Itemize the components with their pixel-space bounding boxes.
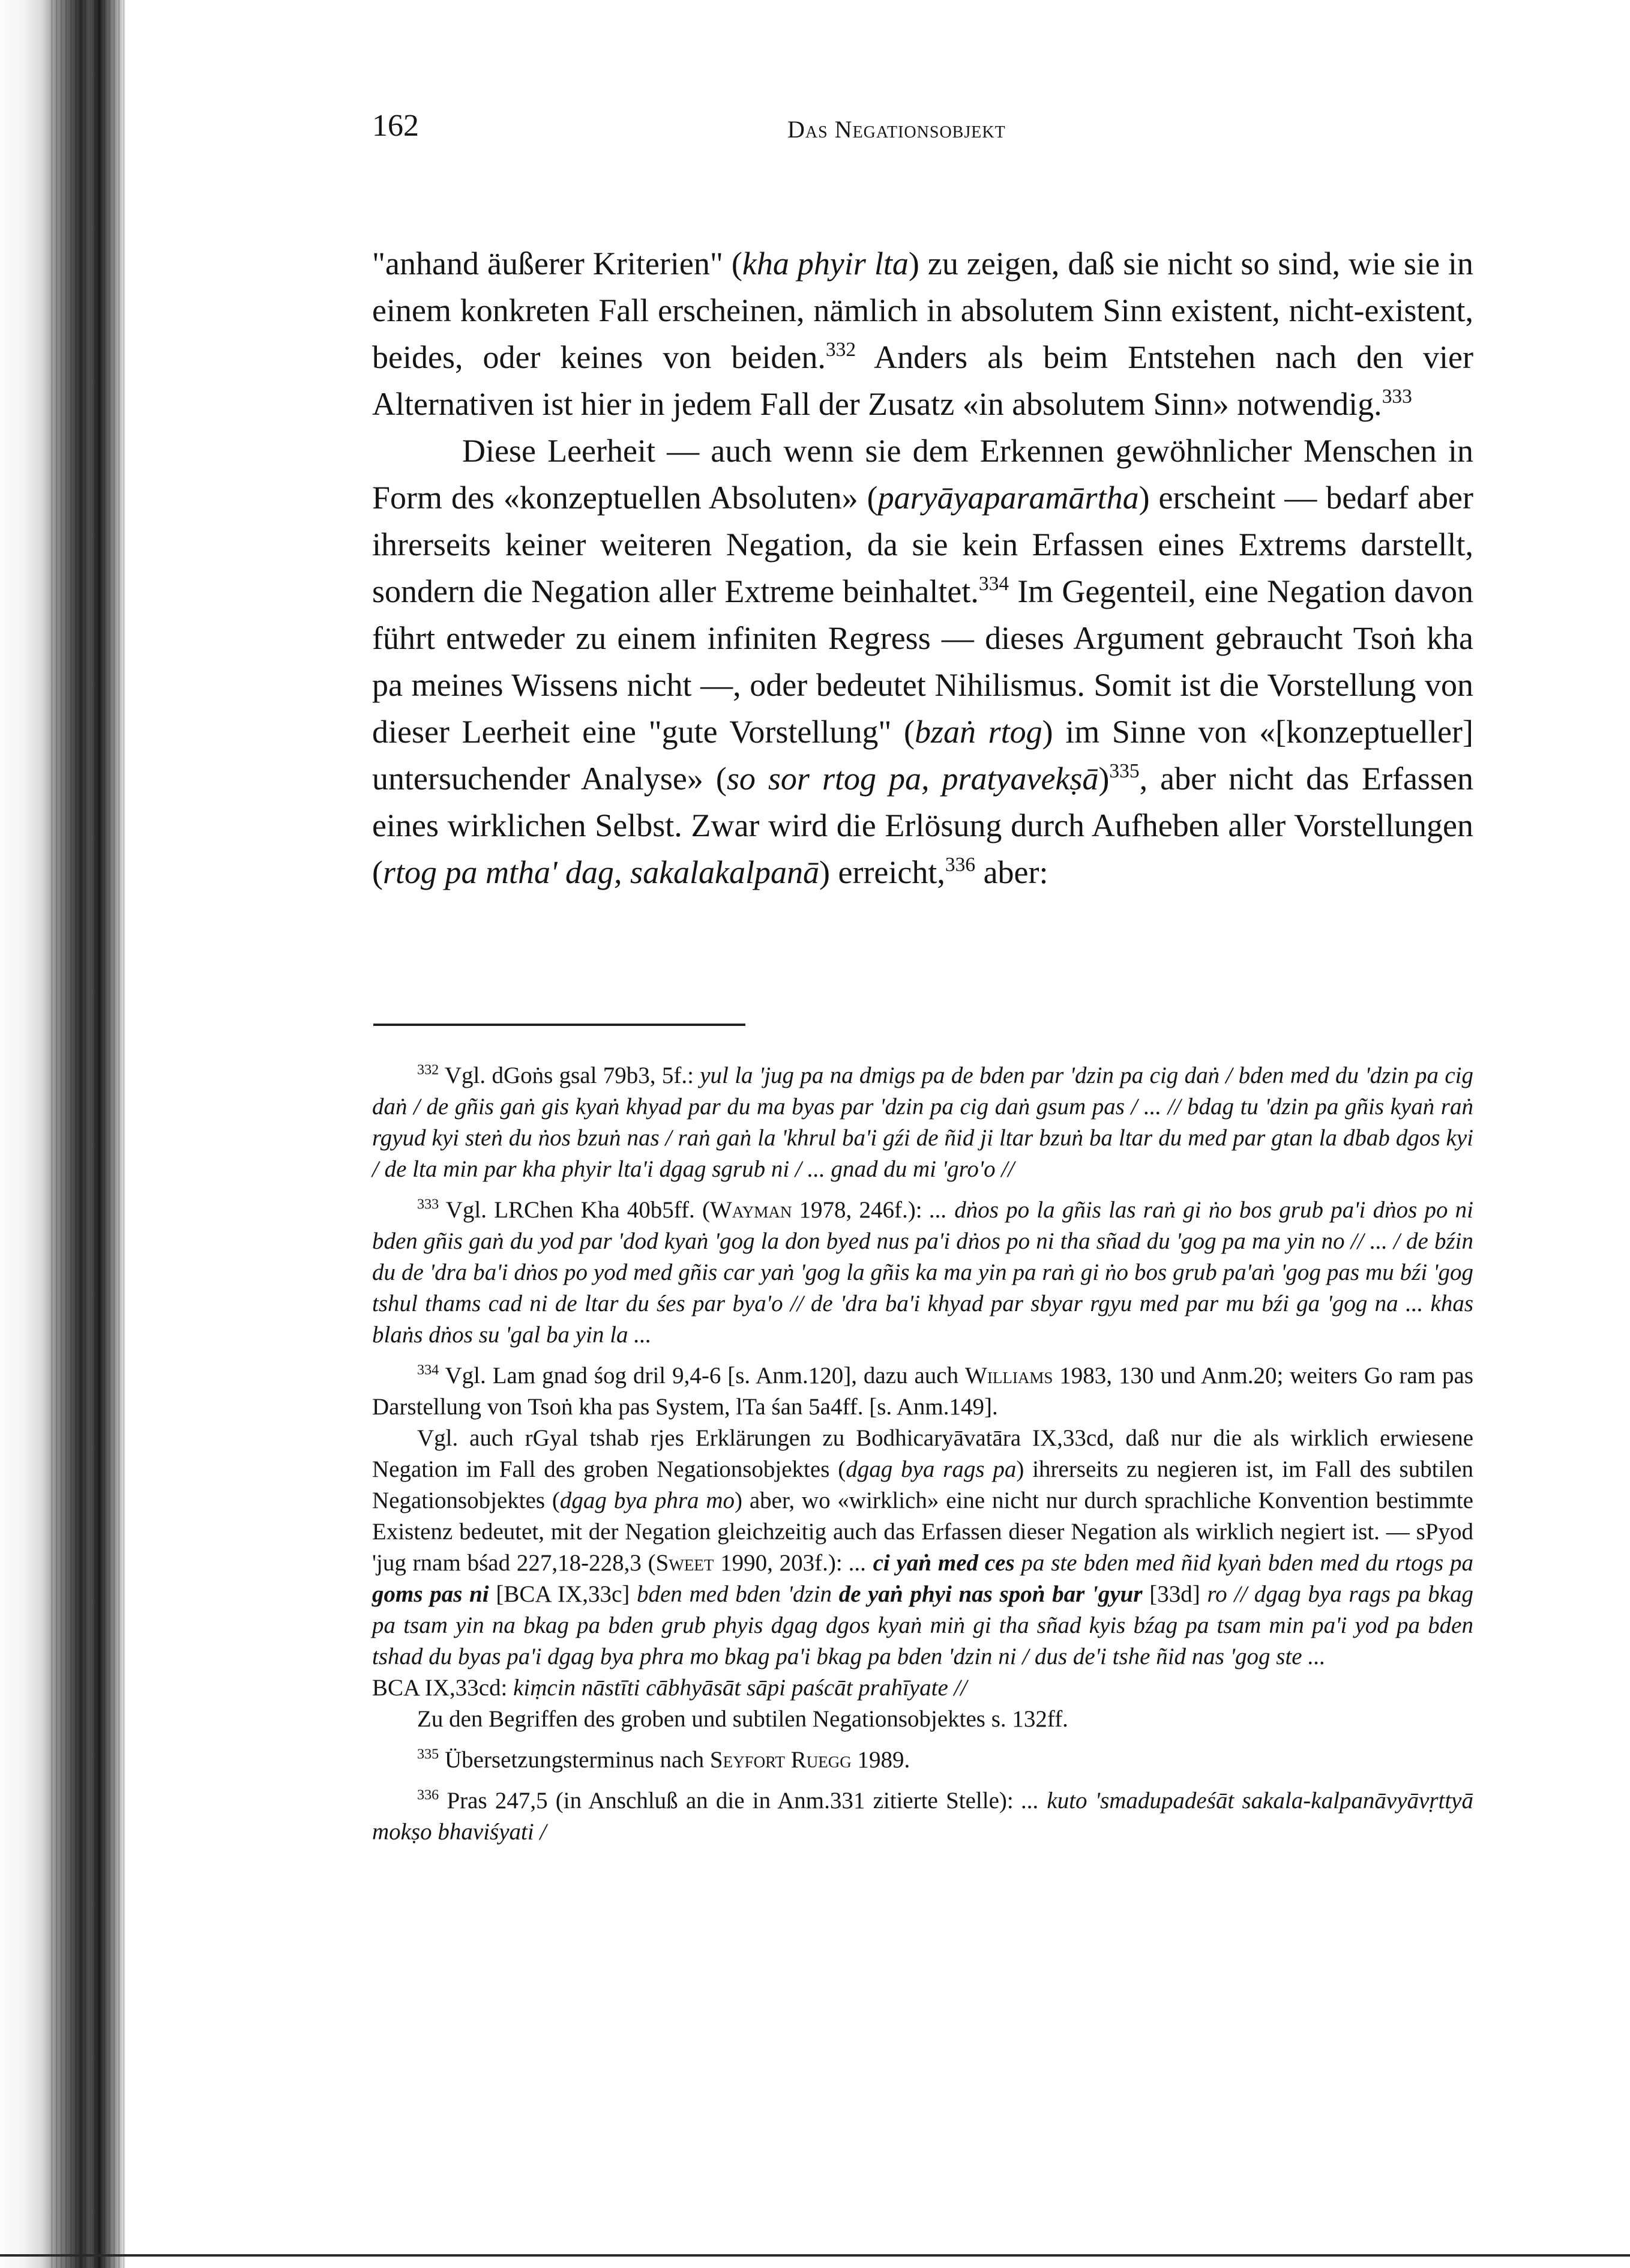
binding-texture [48,0,126,2268]
footnote-333: $^{333}$ Vgl. LRChen Kha 40b5ff. (Wayman 1978, 246f.): ... dṅos po la gñis las raṅ gi ṅo bos grub pa'i dṅos po ni bden gñis gaṅ du yod par 'dod kyaṅ 'gog la don byed nus pa'i dṅos po ni tha sñad du 'gog pa ma yin no // ... / de bźin du de 'dra ba'i dṅos po yod med gñis car yaṅ 'gog la gñis ka ma yin pa raṅ gi ṅo bos grub pa'aṅ 'gog pas mu bźi 'gog tshul thams cad ni de ltar du śes par bya'o // de 'dra ba'i khyad par sbyar rgyu med par mu bźi ga 'gog na ... khas blaṅs dṅos su 'gal ba yin la ... [372,1196,1473,1348]
footnote-334-bca: BCA IX,33cd: kiṃcin nāstīti cābhyāsāt sāpi paścāt prahīyate // [372,1675,967,1701]
footnote-ref-334[interactable]: 334 [978,572,1009,595]
footnote-ref-332[interactable]: 332 [825,338,856,361]
running-title: Das Negationsobjekt [787,116,1006,143]
footnote-334-continuation: Vgl. auch rGyal tshab rjes Erklärungen zu Bodhicaryāvatāra IX,33cd, daß nur die als wirklich erwiesene Negation im Fall des groben Negationsobjektes (dgag bya rags pa) ihrerseits zu negieren ist, im Fall des subtilen Negationsobjektes (dgag bya phra mo) aber, wo «wirklich» eine nicht nur durch sprachliche Konvention bestimmte Existenz bedeutet, mit der Negation gleichzeitig auch das Erfassen dieser Negation als wirklich negiert ist. — sPyod 'jug rnam bśad 227,18-228,3 (Sweet 1990, 203f.): ... ci yaṅ med ces pa ste bden med ñid kyaṅ bden med du rtogs pa goms pas ni [BCA IX,33c] bden med bden 'dzin de yaṅ phyi nas spoṅ bar 'gyur [33d] ro // dgag bya rags pa bkag pa tsam yin na bkag pa bden grub phyis dgag dgos kyaṅ miṅ gi tha sñad kyis bźag pa tsam min pa'i yod pa bden tshad du byas pa'i dgag bya phra mo bkag pa'i bkag pa bden 'dzin ni / dus de'i tshe ñid nas 'gog ste ... [372,1425,1474,1669]
footnote-334-note: Zu den Begriffen des groben und subtilen Negationsobjektes s. 132ff. [417,1706,1068,1732]
footnote-332: $^{332}$ Vgl. dGoṅs gsal 79b3, 5f.: yul la 'jug pa na dmigs pa de bden par 'dzin pa cig daṅ / bden med du 'dzin pa cig daṅ / de gñis gaṅ gis kyaṅ khyad par du ma byas par 'dzin pa cig daṅ gsum pas / ... // bdag tu 'dzin pa gñis kyaṅ raṅ rgyud kyi steṅ du ṅos bzuṅ nas / raṅ gaṅ la 'khrul ba'i gźi de ñid ji ltar bzuṅ ba ltar du med par gtan la dbab dgos kyi / de lta min par kha phyir lta'i dgag sgrub ni / ... gnad du mi 'gro'o // [372,1061,1473,1182]
footnotes [372,1060,1473,1857]
footnote-334: $^{334}$ Vgl. Lam gnad śog dril 9,4-6 [s. Anm.120], dazu auch Williams 1983, 130 und Anm.20; weiters Go ram pas Darstellung von Tsoṅ kha pas System, lTa śan 5a4ff. [s. Anm.149]. [372,1362,1474,1420]
footnote-separator [373,1024,745,1026]
page-number: 162 [372,109,419,143]
paragraph-2: Diese Leerheit — auch wenn sie dem Erkennen gewöhnlicher Menschen in Form des «konzeptuellen Absoluten» (paryāyaparamārtha) erscheint — bedarf aber ihrerseits keiner weiteren Negation, da sie kein Erfassen eines Extrems darstellt, sondern die Negation aller Extreme beinhaltet.$^{334}$ Im Gegenteil, eine Negation davon führt entweder zu einem infiniten Regress — dieses Argument gebraucht Tsoṅ kha pa meines Wissens nicht —, oder bedeutet Nihilismus. Somit ist die Vorstellung von dieser Leerheit eine "gute Vorstellung" (bzaṅ rtog) im Sinne von «[konzeptueller] untersuchender Analyse» (so sor rtog pa, pratyavekṣā)$^{335}$, aber nicht das Erfassen eines wirklichen Selbst. Zwar wird die Erlösung durch Aufheben aller Vorstellungen (rtog pa mtha' dag, sakalakalpanā) erreicht,$^{336}$ aber: [372,433,1473,890]
footnote-336: $^{336}$ Pras 247,5 (in Anschluß an die in Anm.331 zitierte Stelle): ... kuto 'smadupadeśāt sakala-kalpanāvyāvṛttyā mokṣo bhaviśyati / [372,1787,1473,1845]
main-text [372,240,1473,896]
footnote-335: $^{335}$ Übersetzungsterminus nach Seyfort Ruegg 1989. [417,1746,910,1773]
scan-bottom-edge [0,2254,1630,2257]
footnote-ref-335[interactable]: 335 [1109,759,1140,782]
footnote-ref-336[interactable]: 336 [945,853,976,876]
footnote-ref-333[interactable]: 333 [1382,385,1412,408]
paragraph-1: "anhand äußerer Kriterien" (kha phyir lta) zu zeigen, daß sie nicht so sind, wie sie in einem konkreten Fall erscheinen, nämlich in absolutem Sinn existent, nicht-existent, beides, oder keines von beiden.$^{332}$ Anders als beim Entstehen nach den vier Alternativen ist hier in jedem Fall der Zusatz «in absolutem Sinn» notwendig.$^{333}$ [372,246,1473,422]
